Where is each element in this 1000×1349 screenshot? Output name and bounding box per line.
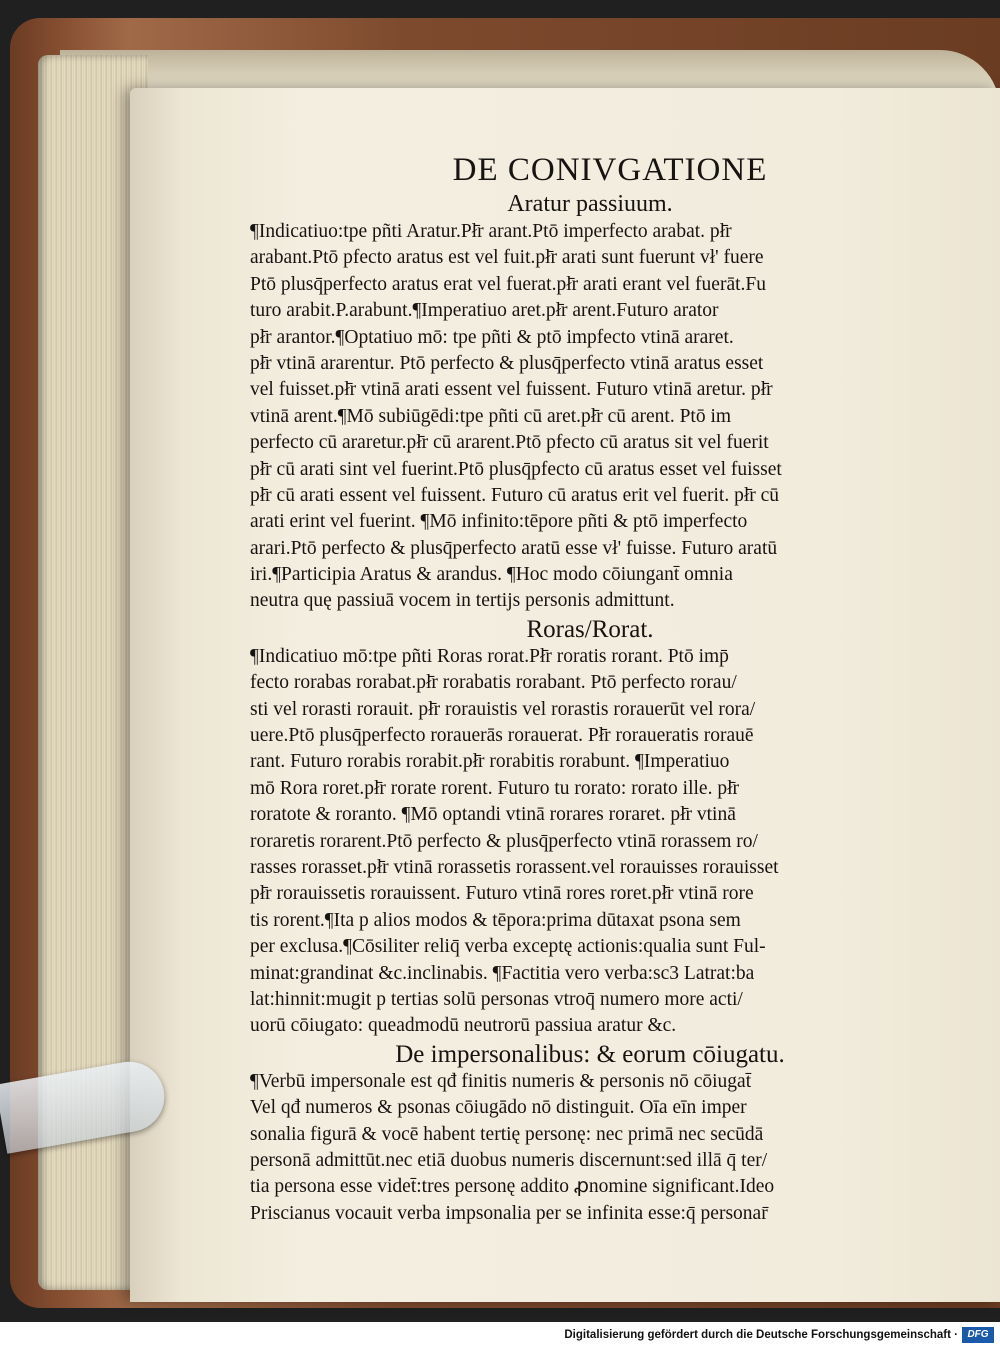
text-line: ¶Indicatiuo mō:tpe pñti Roras rorat.Pł̄r roratis rorant. Ptō imp̄: [250, 645, 729, 667]
text-line: personā admittūt.nec etiā duobus numeris discernunt:sed illā q̄ ter/: [250, 1149, 768, 1171]
text-line: neutra quę passiuā vocem in tertijs personis admittunt.: [250, 590, 675, 612]
section-title-roras: Roras/Rorat.: [526, 615, 654, 643]
text-line: Ptō plusq̄perfecto aratus erat vel fuerat.pł̄r arati erant vel fuerāt.Fu: [250, 273, 766, 295]
text-line: ¶Indicatiuo:tpe pñti Aratur.Pł̄r arant.Ptō imperfecto arabat. pł̄r: [250, 221, 732, 242]
text-line: tia persona esse videt̄:tres personę addito ꝓnomine significant.Ideo: [250, 1176, 775, 1198]
dfg-logo: DFG: [962, 1327, 994, 1343]
roras-paragraph: [250, 644, 910, 1040]
text-line: pł̄r vtinā ararentur. Ptō perfecto & plusq̄perfecto vtinā aratus esset: [250, 352, 764, 374]
passive-paragraph: [250, 219, 910, 615]
text-line: arabant.Ptō pfecto aratus est vel fuit.pł̄r arati sunt fuerunt vł' fuere: [250, 247, 764, 269]
page-text: [250, 150, 910, 1227]
text-line: pł̄r rorauissetis rorauissent. Futuro vtinā rores roret.pł̄r vtinā rore: [250, 883, 754, 905]
text-line: turo arabit.P.arabunt.¶Imperatiuo aret.pł̄r arent.Futuro arator: [250, 300, 719, 322]
text-line: per exclusa.¶Cōsiliter reliq̄ verba exceptę actionis:qualia sunt Ful-: [250, 936, 766, 958]
footer-bar: [0, 1322, 1000, 1349]
text-line: roraretis rorarent.Ptō perfecto & plusq̄perfecto vtinā rorassem ro/: [250, 830, 758, 852]
text-line: rasses rorasset.pł̄r vtinā rorassetis rorassent.vel rorauisses rorauisset: [250, 856, 779, 878]
text-line: perfecto cū araretur.pł̄r cū ararent.Ptō pfecto cū aratus sit vel fuerit: [250, 432, 769, 454]
text-line: Priscianus vocauit verba impsonalia per se infinita esse:q̄ personar̄: [250, 1202, 768, 1224]
text-line: sonalia figurā & vocē habent tertię personę: nec primā nec secūdā: [250, 1123, 764, 1145]
text-line: lat:hinnit:mugit p tertias solū personas vtroq̄ numero more acti/: [250, 988, 743, 1010]
text-line: sti vel rorasti rorauit. pł̄r rorauistis vel rorastis rorauerūt vel rora/: [250, 698, 756, 720]
text-line: ¶Verbū impersonale est qđ finitis numeris & personis nō cōiugat̄: [250, 1070, 752, 1092]
section-title-impersonal: De impersonalibus: & eorum cōiugatu.: [395, 1040, 785, 1068]
page-heading: DE CONIVGATIONE: [452, 152, 768, 188]
impersonal-paragraph: [250, 1069, 910, 1227]
text-line: minat:grandinat &c.inclinabis. ¶Factitia vero verba:sc3 Latrat:ba: [250, 962, 755, 984]
text-line: pł̄r cū arati sint vel fuerint.Ptō plusq̄pfecto cū aratus esset vel fuisset: [250, 458, 782, 480]
text-line: pł̄r cū arati essent vel fuissent. Futuro cū aratus erit vel fuerit. pł̄r cū: [250, 484, 780, 506]
text-line: mō Rora roret.pł̄r rorate rorent. Futuro tu rorato: rorato ille. pł̄r: [250, 777, 739, 799]
text-line: iri.¶Participia Aratus & arandus. ¶Hoc modo cōiungant̄ omnia: [250, 564, 733, 586]
text-line: pł̄r arantor.¶Optatiuo mō: tpe pñti & ptō impfecto vtinā araret.: [250, 326, 734, 348]
text-line: arati erint vel fuerint. ¶Mō infinito:tēpore pñti & ptō imperfecto: [250, 511, 748, 533]
section-title-passive: Aratur passiuum.: [507, 191, 673, 217]
text-line: vtinā arent.¶Mō subiūgēdi:tpe pñti cū aret.pł̄r cū arent. Ptō im: [250, 405, 732, 427]
text-line: arari.Ptō perfecto & plusq̄perfecto aratū esse vł' fuisse. Futuro aratū: [250, 537, 778, 559]
footer-credit: Digitalisierung gefördert durch die Deutsche Forschungsgemeinschaft ·: [564, 1329, 958, 1341]
text-line: roratote & roranto. ¶Mō optandi vtinā rorares roraret. pł̄r vtinā: [250, 804, 736, 826]
text-line: vel fuisset.pł̄r vtinā arati essent vel fuissent. Futuro vtinā aretur. pł̄r: [250, 379, 773, 401]
text-line: fecto rorabas rorabat.pł̄r rorabatis rorabant. Ptō perfecto rorau/: [250, 672, 737, 694]
text-line: tis rorent.¶Ita p alios modos & tēpora:prima dūtaxat psona sem: [250, 909, 741, 931]
text-line: uorū cōiugato: queadmodū neutrorū passiua aratur &c.: [250, 1015, 677, 1037]
text-line: uere.Ptō plusq̄perfecto rorauerās rorauerat. Pł̄r roraueratis rorauē: [250, 725, 754, 747]
text-line: Vel qđ numeros & psonas cōiugādo nō distinguit. Oīa eīn imper: [250, 1097, 747, 1119]
text-line: rant. Futuro rorabis rorabit.pł̄r rorabitis rorabunt. ¶Imperatiuo: [250, 751, 730, 773]
